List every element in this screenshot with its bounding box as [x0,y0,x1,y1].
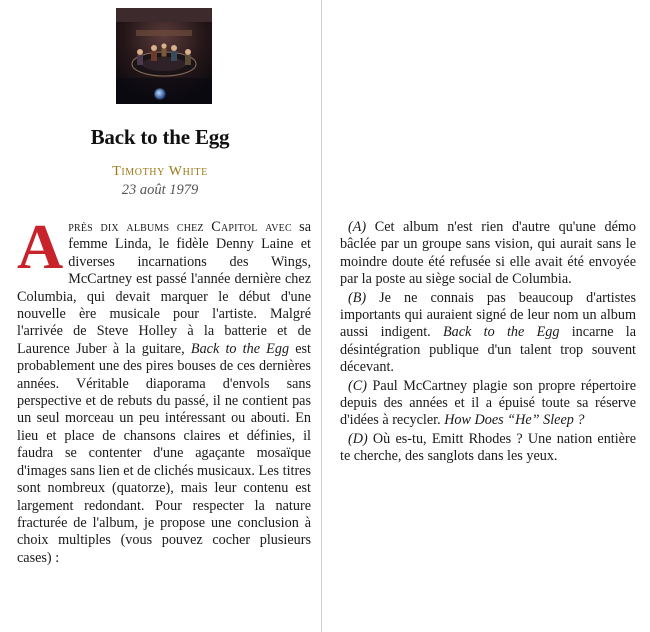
song-title-inline: How Does “He” Sleep ? [444,412,585,429]
option-text: Cet album n'est rien d'autre qu'une démo bâclée par un groupe sans vision, qui aurait sans le moindre doute été refusée si elle avait été envoyée par la poste au siège social de Columbia. [340,219,636,288]
option-a [340,219,636,289]
lead-in-text: près dix albums chez Capitol avec [68,219,292,235]
option-label: (D) [348,430,368,447]
album-title-inline: Back to the Egg [443,324,560,341]
column-divider [321,0,322,632]
review-title: Back to the Egg [90,125,230,149]
option-b [340,290,636,377]
option-label: (B) [348,289,367,306]
paragraph-text: est probablement une des pires bouses de ces dernières années. Véritable diaporama d'envols sans perspective et de rebuts du passé, il ne contient pas un seul morceau un peu intéressant ou abouti. En lieu et place de chansons claires et définies, il faudra se contenter d'une agaçante mosaïque d'images sans lien et de clichés musicaux. Les titres sont nombreux (quatorze), mais leur contenu est largement redondant. Pour respecter la nature fracturée de l'album, je propose une conclusion à choix multiples (vous pouvez cocher plusieurs cases) : [17,340,311,566]
review-paragraph [17,211,312,567]
option-text: Paul McCartney plagie son propre répertoire depuis des années et il a épuisé toute sa réserve d'idées à recycler. [340,377,636,429]
option-label: (C) [348,377,367,394]
album-title-inline: Back to the Egg [190,340,290,357]
option-d [340,431,636,466]
option-label: (A) [348,219,367,235]
option-text: Je ne connais pas beaucoup d'artistes importants qui auraient signé de leur nom un album aussi indigent. [340,289,636,341]
paragraph-text: sa femme Linda, le fidèle Denny Laine et diverses incarnations des Wings, McCartney est passé l'année dernière chez Columbia, qui devait marquer le début d'une nouvelle ère musicale pour l'artiste. Malgré l'arrivée de Steve Holley à la batterie et de Laurence Juber à la guitare, [17,219,312,357]
review-author: Timothy White [112,164,208,179]
option-text: incarne la désintégration publique d'un talent trop souvent décevant. [340,324,637,376]
review-body-right-column [340,219,636,467]
drop-cap: A [17,211,64,282]
review-body-left-column [17,211,312,567]
review-date: 23 août 1979 [121,182,199,198]
option-c [340,378,636,430]
option-text: Où es-tu, Emitt Rhodes ? Une nation entière te cherche, des sanglots dans les yeux. [340,430,636,465]
album-cover-image [116,8,212,104]
